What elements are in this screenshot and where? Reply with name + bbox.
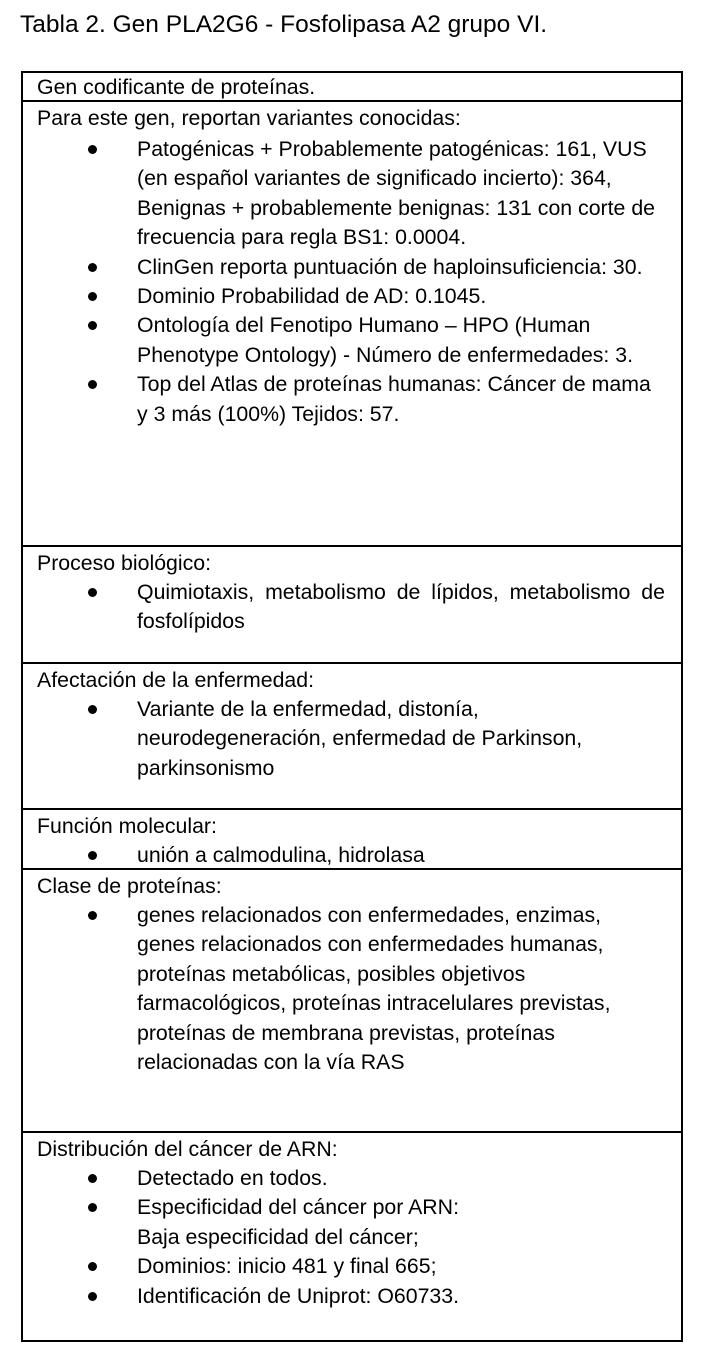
list-item: Ontología del Fenotipo Humano – HPO (Human Phenotype Ontology) - Número de enfermedades: 3. [23,311,681,370]
row-heading: Clase de proteínas: [37,874,222,898]
bullet-icon [88,705,97,714]
rna-cancer-list [23,1164,681,1311]
table-caption: Tabla 2. Gen PLA2G6 - Fosfolipasa A2 grupo VI. [20,11,548,38]
biological-process-list [23,578,681,637]
list-item: Dominios: inicio 481 y final 665; [23,1252,681,1281]
row-heading: Para este gen, reportan variantes conocidas: [37,106,461,130]
row-protein-coding-gene [23,73,681,102]
row-molecular-function [23,808,681,870]
disease-list [23,695,681,783]
row-rna-cancer-distribution [23,1131,681,1342]
row-heading: Función molecular: [37,814,217,838]
list-item: ClinGen reporta puntuación de haploinsuficiencia: 30. [23,253,681,282]
gene-info-table [21,71,683,1342]
bullet-icon [88,851,97,860]
row-disease-involvement [23,662,681,810]
bullet-icon [88,292,97,301]
bullet-icon [88,1203,97,1212]
bullet-icon [88,588,97,597]
bullet-icon [88,1292,97,1301]
bullet-icon [88,1262,97,1271]
variants-list [23,135,681,429]
row-heading: Distribución del cáncer de ARN: [37,1137,338,1161]
row-heading: Gen codificante de proteínas. [37,75,316,99]
list-item: unión a calmodulina, hidrolasa [23,841,681,870]
row-protein-class [23,868,681,1133]
bullet-icon [88,321,97,330]
row-biological-process [23,545,681,664]
list-item: Quimiotaxis, metabolismo de lípidos, metabolismo de fosfolípidos [23,578,681,637]
list-item: Detectado en todos. [23,1164,681,1193]
row-heading: Afectación de la enfermedad: [37,668,315,692]
list-item: Especificidad del cáncer por ARN: Baja especificidad del cáncer; [23,1193,681,1252]
bullet-icon [88,1174,97,1183]
molecular-function-list [23,841,681,870]
bullet-icon [88,380,97,389]
bullet-icon [88,145,97,154]
protein-class-list [23,901,681,1077]
list-item: Variante de la enfermedad, distonía, neurodegeneración, enfermedad de Parkinson, parkinsonismo [23,695,681,783]
list-item: Patogénicas + Probablemente patogénicas: 161, VUS (en español variantes de significado incierto): 364, Benignas + probablemente benignas: 131 con corte de frecuencia para regla BS1: 0.0004. [23,135,681,253]
list-item: genes relacionados con enfermedades, enzimas, genes relacionados con enfermedades humanas, proteínas metabólicas, posibles objetivos farmacológicos, proteínas intracelulares previstas, proteínas de membrana previstas, proteínas relacionadas con la vía RAS [23,901,681,1077]
bullet-icon [88,911,97,920]
bullet-icon [88,263,97,272]
list-item: Dominio Probabilidad de AD: 0.1045. [23,282,681,311]
list-item: Identificación de Uniprot: O60733. [23,1282,681,1311]
row-heading: Proceso biológico: [37,551,212,575]
row-known-variants [23,100,681,547]
list-item: Top del Atlas de proteínas humanas: Cáncer de mama y 3 más (100%) Tejidos: 57. [23,370,681,429]
